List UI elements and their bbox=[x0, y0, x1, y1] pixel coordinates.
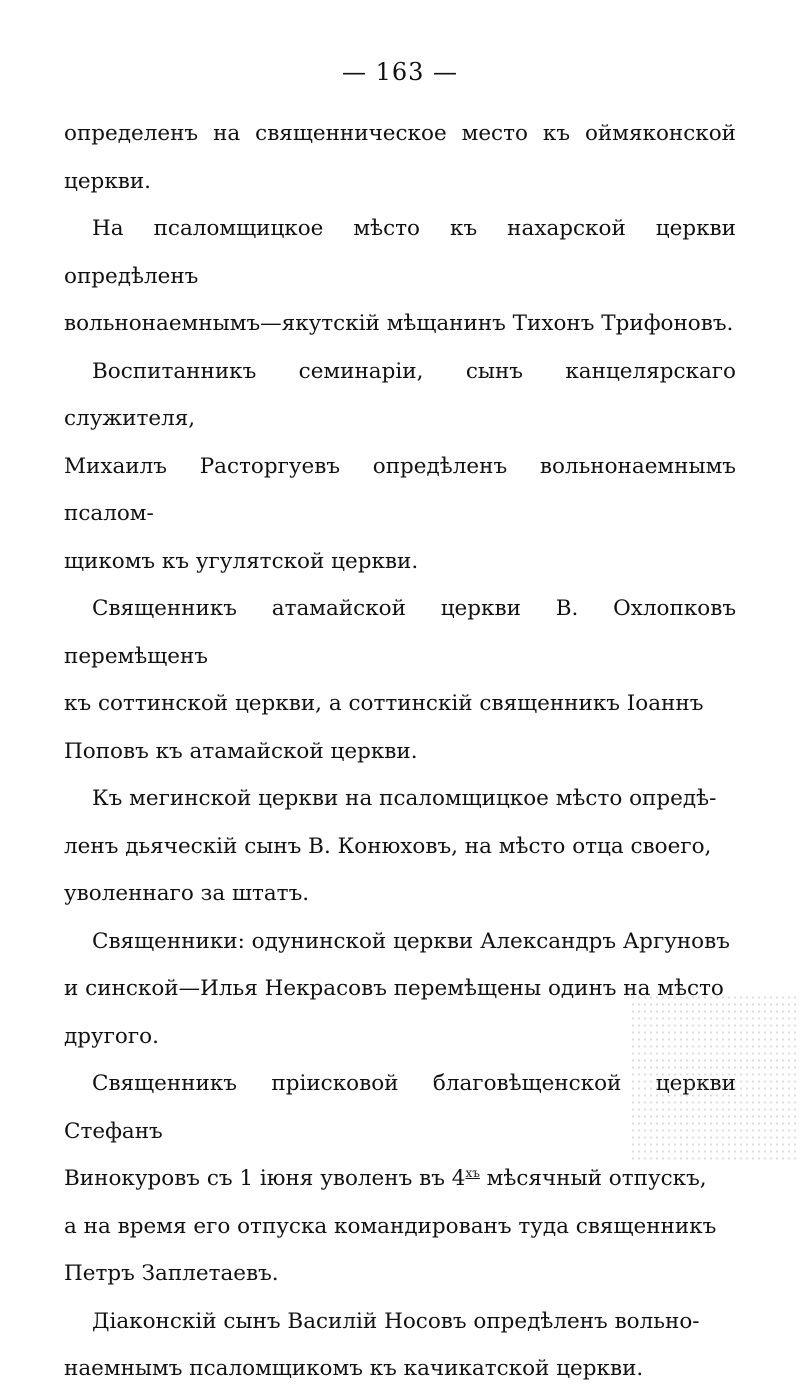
paragraph-3 bbox=[64, 348, 736, 586]
paragraph-1 bbox=[64, 110, 736, 205]
text-line: наемнымъ псаломщикомъ къ качикатской церкви. bbox=[64, 1356, 644, 1381]
text-line bbox=[64, 1166, 707, 1191]
paragraph-7 bbox=[64, 1060, 736, 1298]
text-line: определенъ на священническое место къ оймяконской церкви. bbox=[64, 121, 736, 194]
text-line: Священники: одунинской церкви Александръ Аргуновъ bbox=[92, 928, 730, 954]
paragraph-8 bbox=[64, 1298, 736, 1393]
document-body bbox=[64, 110, 736, 1393]
text-line: Дiаконскiй сынъ Василiй Носовъ опредѣленъ вольно- bbox=[92, 1308, 700, 1334]
text-line-segment: мѣсячный отпускъ, bbox=[479, 1166, 707, 1191]
text-line: Поповъ къ атамайской церкви. bbox=[64, 738, 418, 764]
text-line: вольнонаемнымъ—якутскiй мѣщанинъ Тихонъ Трифоновъ. bbox=[64, 311, 734, 336]
text-line: Священникъ атамайской церкви В. Охлопковъ перемѣщенъ bbox=[64, 596, 736, 669]
page-header: — 163 — bbox=[341, 58, 459, 86]
paragraph-4 bbox=[64, 585, 736, 775]
ordinal-superscript: хъ bbox=[465, 1165, 480, 1180]
text-line-segment: Винокуровъ съ 1 iюня уволенъ въ 4 bbox=[64, 1166, 466, 1191]
text-line: Къ мегинской церкви на псаломщицкое мѣсто опредѣ- bbox=[92, 786, 717, 811]
text-line: Михаилъ Расторгуевъ опредѣленъ вольнонаемнымъ псалом- bbox=[64, 453, 736, 526]
text-line: На псаломщицкое мѣсто къ нахарской церкви опредѣленъ bbox=[64, 216, 736, 289]
text-line: ленъ дьяческiй сынъ В. Конюховъ, на мѣсто отца своего, bbox=[64, 833, 712, 859]
paragraph-2 bbox=[64, 205, 736, 348]
text-line: Воспитанникъ семинарiи, сынъ канцелярскаго служителя, bbox=[64, 358, 736, 431]
text-line: уволеннаго за штатъ. bbox=[64, 881, 310, 906]
paragraph-5 bbox=[64, 775, 736, 918]
text-line: Священникъ прiисковой благовѣщенской церкви Стефанъ bbox=[64, 1071, 736, 1144]
paragraph-6 bbox=[64, 918, 736, 1061]
text-line: Петръ Заплетаевъ. bbox=[64, 1261, 279, 1286]
text-line: и синской—Илья Некрасовъ перемѣщены одинъ на мѣсто bbox=[64, 976, 724, 1001]
text-line: къ соттинской церкви, а соттинскiй священникъ Iоаннъ bbox=[64, 691, 704, 716]
text-line: щикомъ къ угулятской церкви. bbox=[64, 548, 419, 574]
text-line: другого. bbox=[64, 1023, 159, 1049]
text-line: а на время его отпуска командированъ туда священникъ bbox=[64, 1213, 717, 1239]
